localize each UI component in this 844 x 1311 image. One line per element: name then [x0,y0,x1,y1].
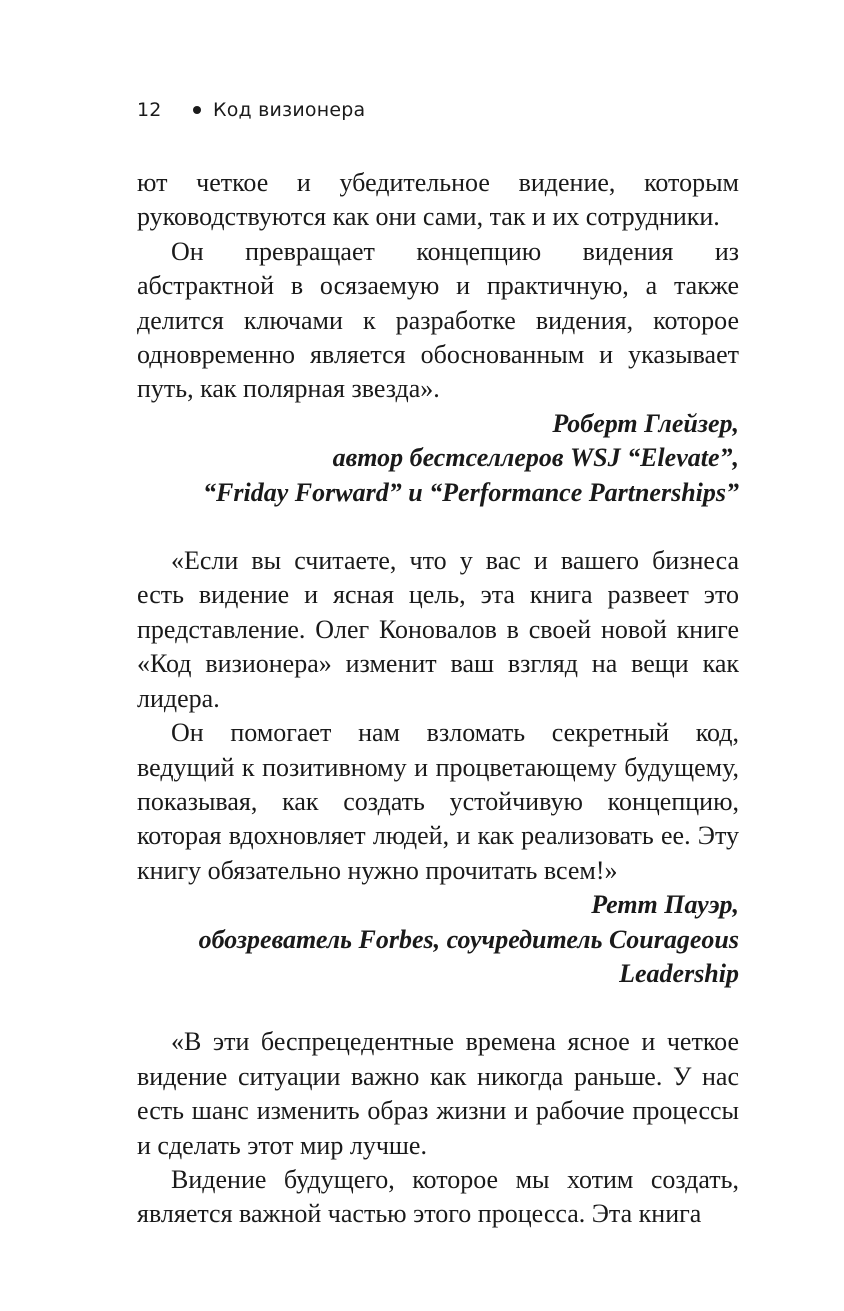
book-page [137,92,739,1232]
quote-author-name: Роберт Глейзер, [552,408,739,438]
paragraph: Он превращает концепцию видения из абстрактной в осязаемую и практичную, а также делится ключами к разработке видения, которое одновременно является обоснованным и указывает путь, как полярная звезда». [137,236,739,404]
paragraph: Видение будущего, которое мы хотим создать, является важной частью этого процесса. Эта книга [137,1164,739,1229]
block-spacer [137,510,739,544]
bullet-icon [193,106,201,114]
page-number: 12 [137,99,162,121]
quote-author-title: “Friday Forward” и “Performance Partnerships” [203,477,739,507]
paragraph: Он помогает нам взломать секретный код, ведущий к позитивному и процветающему будущему, показывая, как создать устойчивую концепцию, которая вдохновляет людей, и как реализовать ее. Эту книгу обязательно нужно прочитать всем!» [137,718,739,885]
running-head [137,92,739,128]
block-spacer [137,991,739,1025]
quote-author-name: Ретт Пауэр, [591,890,739,920]
quote-author-title: автор бестселлеров WSJ “Elevate”, [332,443,739,473]
paragraph: ют четкое и убедительное видение, которым руководствуются как они сами, так и их сотрудники. [137,168,739,232]
quote-author-title: обозреватель Forbes, соучредитель Courageous Leadership [198,924,739,988]
running-title: Код визионера [213,99,366,121]
paragraph: «В эти беспрецедентные времена ясное и четкое видение ситуации важно как никогда раньше. У нас есть шанс изменить образ жизни и рабочие процессы и сделать этот мир лучше. [137,1027,739,1160]
paragraph: «Если вы считаете, что у вас и вашего бизнеса есть видение и ясная цель, эта книга развеет это представление. Олег Коновалов в своей новой книге «Код визионера» изменит ваш взгляд на вещи как лидера. [137,546,739,713]
body-text [137,166,739,1232]
